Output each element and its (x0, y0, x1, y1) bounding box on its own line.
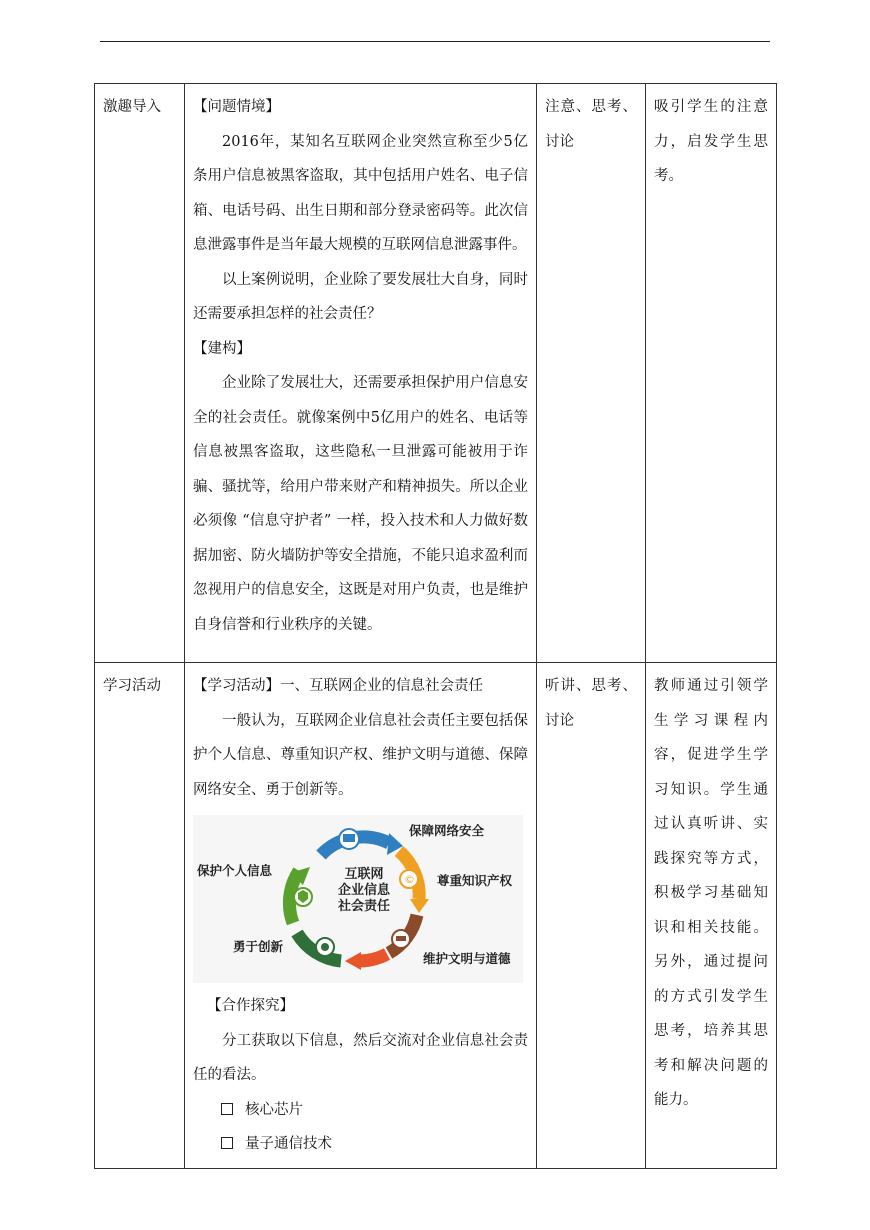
checklist-item (193, 1093, 528, 1128)
content-cell (185, 84, 537, 663)
content-cell (185, 663, 537, 1169)
checklist-item (193, 1127, 528, 1162)
paragraph: 2016年，某知名互联网企业突然宣称至少5亿条用户信息被黑客盗取，其中包括用户姓名、电子信箱、电话号码、出生日期和部分登录密码等。此次信息泄露事件是当年最大规模的互联网信息泄露事件。 (193, 133, 528, 253)
stage-cell (95, 84, 185, 663)
paragraph: 企业除了发展壮大，还需要承担保护用户信息安全的社会责任。就像案例中5亿用户的姓名、电话等信息被黑客盗取，这些隐私一旦泄露可能被用于诈骗、骚扰等，给用户带来财产和精神损失。所以企业必须像 “信息守护者” 一样，投入技术和人力做好数据加密、防火墙防护等安全措施，不能只追求盈利而忽视用户的信息安全，这既是对用户负责，也是维护自身信誉和行业秩序的关键。 (193, 375, 528, 633)
center-line: 企业信息 (337, 883, 390, 898)
design-purpose-text: 教师通过引领学生学习课程内容，促进学生学习知识。学生通过认真听讲、实践探究等方式，积极学习基础知识和相关技能。另外，通过提问的方式引发学生思考，培养其思考和解决问题的能力。 (654, 678, 768, 1108)
diagram-center-label (326, 867, 402, 915)
student-activity-text: 听讲、思考、讨论 (545, 678, 637, 729)
student-activity-cell (537, 663, 646, 1169)
checklist-label: 量子通信技术 (245, 1136, 332, 1152)
design-purpose-text: 吸引学生的注意力，启发学生思考。 (654, 99, 768, 184)
center-line: 社会责任 (337, 899, 390, 914)
stage-cell (95, 663, 185, 1169)
section-heading: 【学习活动】一、互联网企业的信息社会责任 (193, 678, 483, 694)
design-purpose-cell (646, 84, 777, 663)
section-heading: 【问题情境】 (193, 99, 280, 115)
label-intellectual-property: 尊重知识产权 (437, 873, 513, 888)
design-purpose-cell (646, 663, 777, 1169)
stage-label: 激趣导入 (103, 99, 161, 115)
paragraph: 一般认为，互联网企业信息社会责任主要包括保护个人信息、尊重知识产权、维护文明与道德、保障网络安全、勇于创新等。 (193, 712, 528, 798)
student-activity-text: 注意、思考、讨论 (545, 99, 637, 150)
lesson-table (94, 83, 777, 1169)
section-heading: 【建构】 (193, 340, 251, 357)
stage-label: 学习活动 (103, 678, 161, 694)
table-row (95, 663, 777, 1169)
svg-text:©: © (404, 873, 415, 886)
label-civility-morality: 维护文明与道德 (423, 951, 511, 966)
label-network-security: 保障网络安全 (409, 823, 485, 838)
center-line: 互联网 (344, 867, 384, 882)
label-innovation: 勇于创新 (233, 939, 284, 954)
paragraph: 以上案例说明，企业除了要发展壮大自身，同时还需要承担怎样的社会责任？ (193, 271, 528, 322)
checkbox-icon[interactable] (221, 1137, 233, 1149)
paragraph: 分工获取以下信息，然后交流对企业信息社会责任的看法。 (193, 1032, 528, 1083)
table-row (95, 84, 777, 663)
student-activity-cell (537, 84, 646, 663)
section-heading: 【合作探究】 (207, 998, 294, 1014)
checklist-label: 核心芯片 (245, 1101, 303, 1118)
responsibility-cycle-diagram (193, 815, 523, 983)
label-personal-info: 保护个人信息 (197, 863, 273, 878)
checkbox-icon[interactable] (221, 1103, 233, 1115)
header-rule (100, 41, 770, 42)
